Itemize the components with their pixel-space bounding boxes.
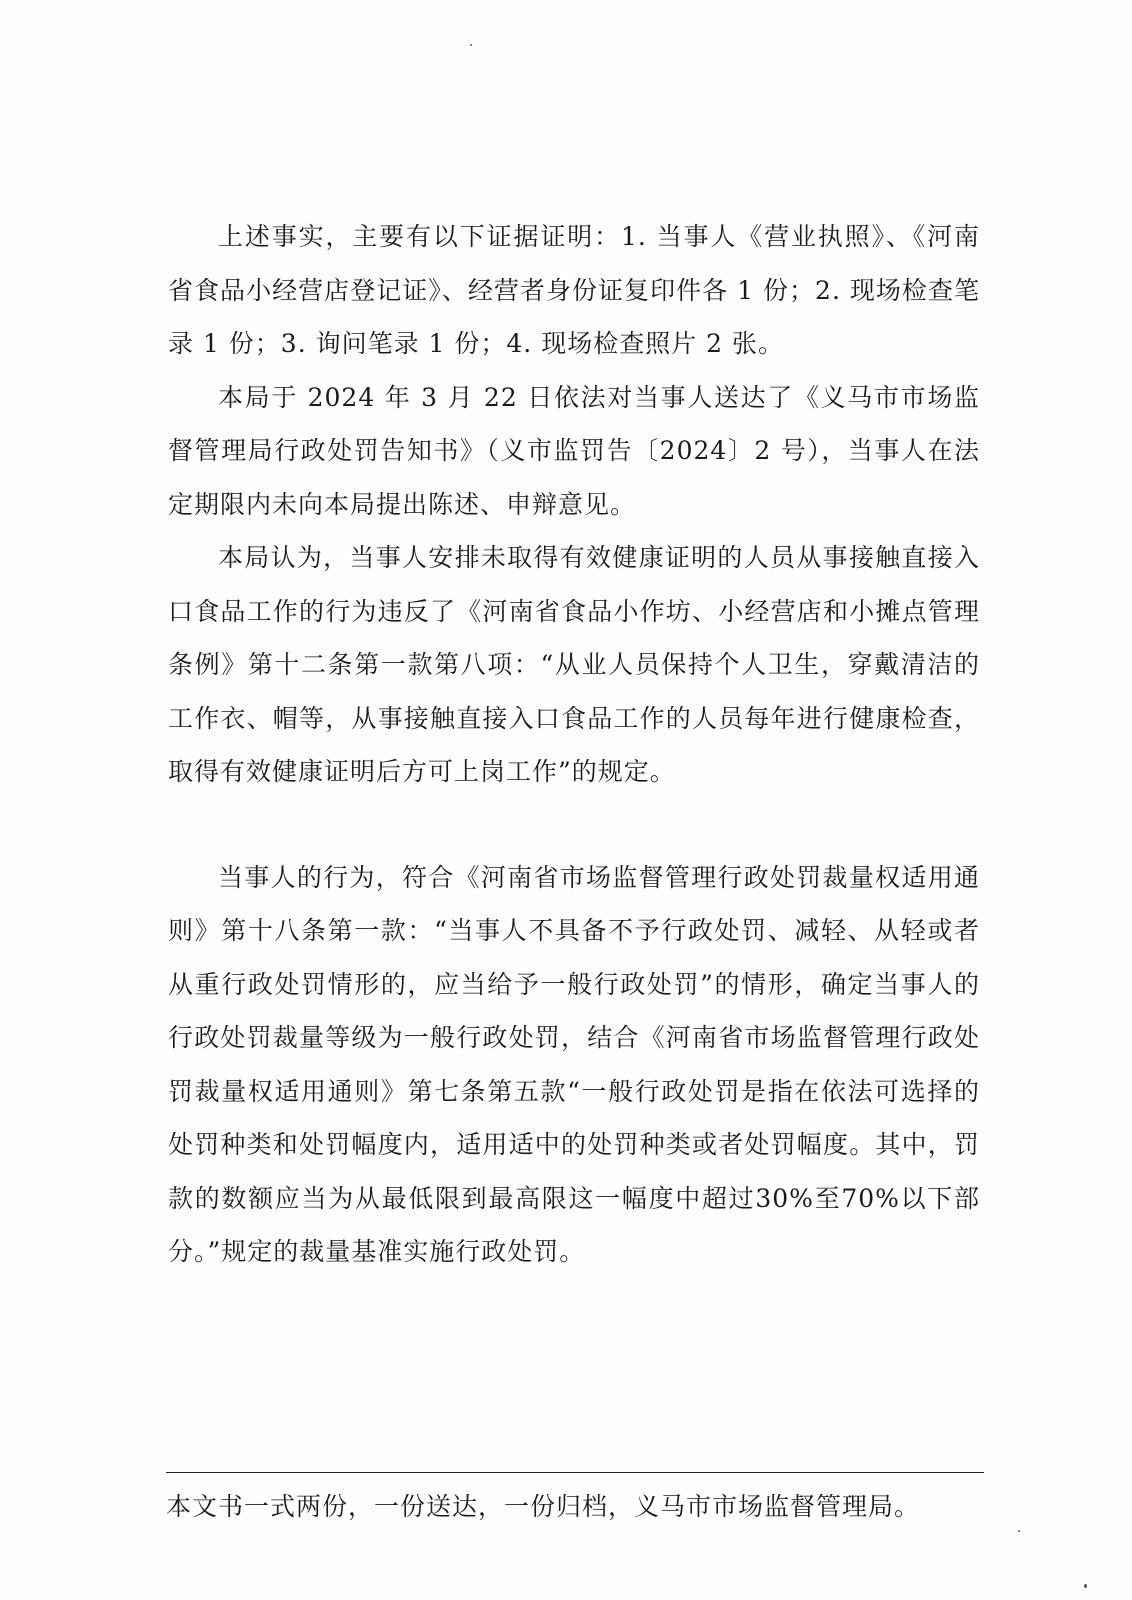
footer-note: 本文书一式两份，一份送达，一份归档，义马市市场监督管理局。 — [166, 1492, 921, 1521]
violation-finding-paragraph: 本局认为，当事人安排未取得有效健康证明的人员从事接触直接入口食品工作的行为违反了《河南省食品小作坊、小经营店和小摊点管理条例》第十二条第一款第八项：“从业人员保持个人卫生，穿戴清洁的工作衣、帽等，从事接触直接入口食品工作的人员每年进行健康检查，取得有效健康证明后方可上岗工作”的规定。 — [168, 543, 980, 786]
paragraph-gap — [168, 799, 980, 851]
evidence-paragraph: 上述事实，主要有以下证据证明：1. 当事人《营业执照》、《河南省食品小经营店登记证》、经营者身份证复印件各 1 份；2. 现场检查笔录 1 份；3. 询问笔录 1 份；4. 现场检查照片 2 张。 — [168, 222, 980, 358]
discretion-basis-paragraph: 当事人的行为，符合《河南省市场监督管理行政处罚裁量权适用通则》第十八条第一款：“当事人不具备不予行政处罚、减轻、从轻或者从重行政处罚情形的，应当给予一般行政处罚”的情形，确定当事人的行政处罚裁量等级为一般行政处罚，结合《河南省市场监督管理行政处罚裁量权适用通则》第七条第五款“一般行政处罚是指在依法可选择的处罚种类和处罚幅度内，适用适中的处罚种类或者处罚幅度。其中，罚款的数额应当为从最低限到最高限这一幅度中超过30%至70%以下部分。”规定的裁量基准实施行政处罚。 — [168, 862, 980, 1266]
document-body — [168, 210, 980, 1279]
footer-divider — [166, 1472, 984, 1473]
scan-speck — [1084, 1584, 1087, 1588]
scan-speck — [470, 44, 472, 46]
scan-speck — [1018, 1530, 1020, 1532]
notice-delivery-paragraph: 本局于 2024 年 3 月 22 日依法对当事人送达了《义马市市场监督管理局行政处罚告知书》（义市监罚告〔2024〕2 号），当事人在法定期限内未向本局提出陈述、申辩意见。 — [168, 382, 980, 519]
